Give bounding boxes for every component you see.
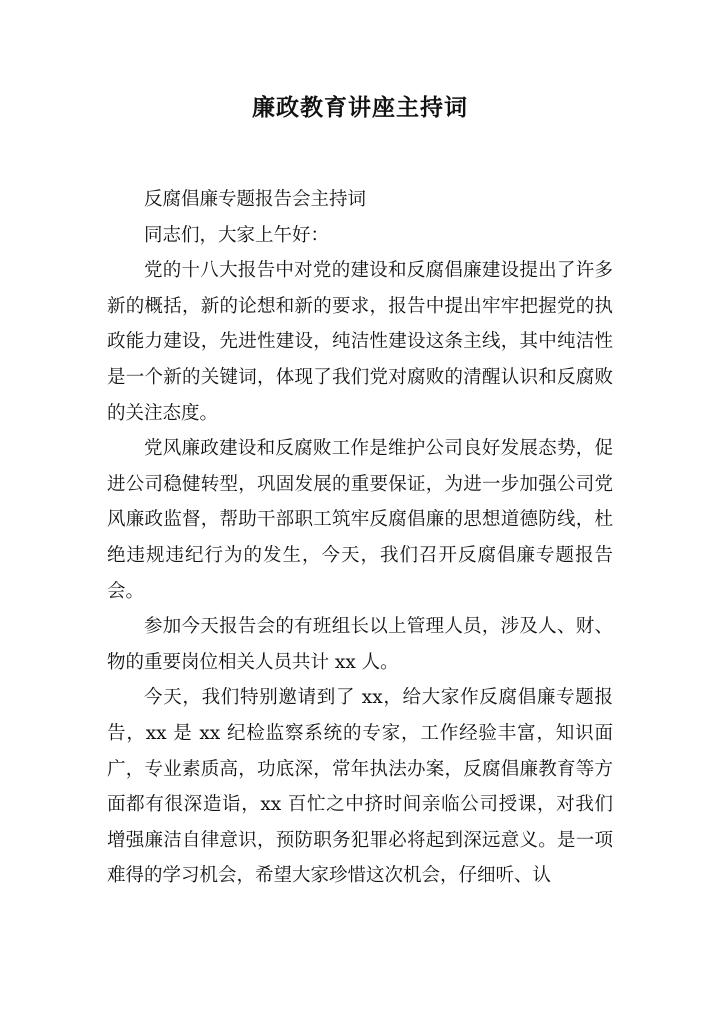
paragraph-body-2: 党风廉政建设和反腐败工作是维护公司良好发展态势，促进公司稳健转型，巩固发展的重要保证，为进一步加强公司党风廉政监督，帮助干部职工筑牢反腐倡廉的思想道德防线，杜绝违规违纪行为的发生，今天，我们召开反腐倡廉专题报告会。	[107, 438, 613, 602]
paragraph-body-1: 党的十八大报告中对党的建设和反腐倡廉建设提出了许多新的概括，新的论想和新的要求，报告中提出牢牢把握党的执政能力建设，先进性建设，纯洁性建设这条主线，其中纯洁性是一个新的关键词，体现了我们党对腐败的清醒认识和反腐败的关注态度。	[107, 260, 613, 424]
paragraph-greeting: 同志们，大家上午好：	[144, 224, 330, 246]
paragraph-body-4: 今天，我们特别邀请到了 xx，给大家作反腐倡廉专题报告，xx 是 xx 纪检监察系统的专家，工作经验丰富，知识面广，专业素质高，功底深，常年执法办案，反腐倡廉教育等方面都有很深造诣，xx 百忙之中挤时间亲临公司授课，对我们增强廉洁自律意识，预防职务犯罪必将起到深远意义。是一项难得的学习机会，希望大家珍惜这次机会，仔细听、认	[107, 687, 613, 887]
paragraph-subtitle: 反腐倡廉专题报告会主持词	[144, 189, 367, 210]
paragraph-body-3: 参加今天报告会的有班组长以上管理人员，涉及人、财、物的重要岗位相关人员共计 xx 人。	[107, 616, 613, 673]
document-title: 廉政教育讲座主持词	[252, 94, 468, 121]
